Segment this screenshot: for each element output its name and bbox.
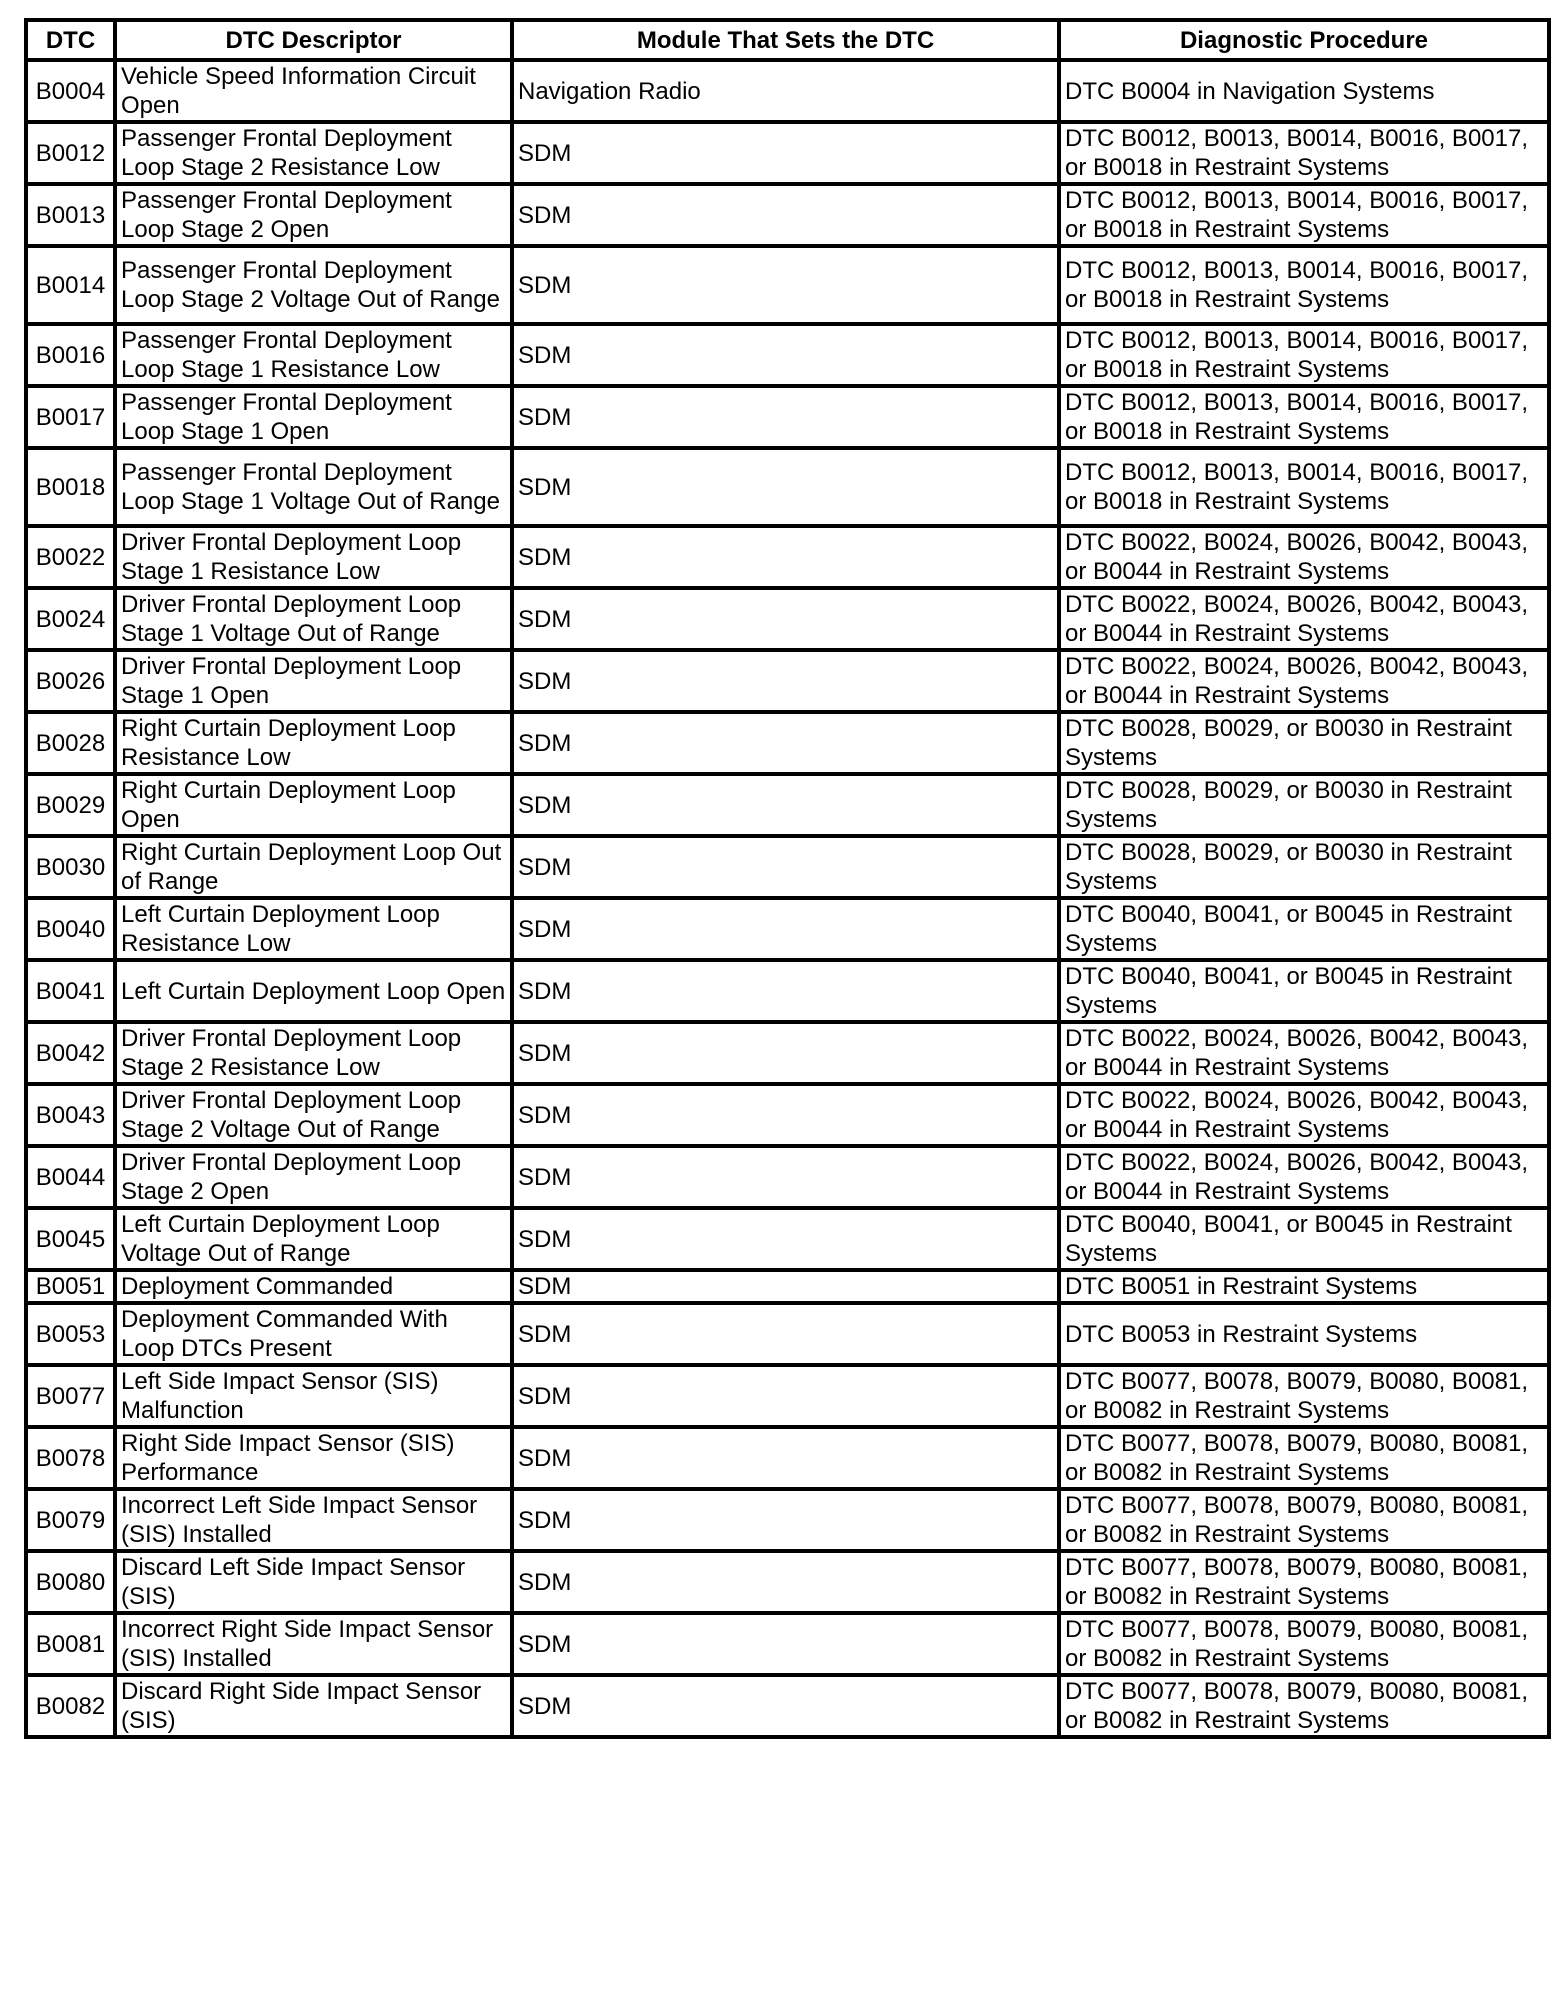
- table-row: [26, 1270, 1549, 1303]
- table-row: [26, 1489, 1549, 1551]
- table-row: [26, 1303, 1549, 1365]
- dtc-code: B0053: [26, 1303, 115, 1365]
- header-dtc: DTC: [26, 20, 115, 60]
- diagnostic-procedure: DTC B0051 in Restraint Systems: [1059, 1270, 1549, 1303]
- dtc-descriptor: Driver Frontal Deployment Loop Stage 1 Voltage Out of Range: [115, 588, 512, 650]
- table-row: [26, 650, 1549, 712]
- dtc-code: B0012: [26, 122, 115, 184]
- diagnostic-procedure: DTC B0012, B0013, B0014, B0016, B0017, or B0018 in Restraint Systems: [1059, 448, 1549, 526]
- dtc-code: B0043: [26, 1084, 115, 1146]
- dtc-descriptor: Passenger Frontal Deployment Loop Stage 2 Open: [115, 184, 512, 246]
- dtc-descriptor: Left Curtain Deployment Loop Voltage Out of Range: [115, 1208, 512, 1270]
- dtc-code: B0044: [26, 1146, 115, 1208]
- diagnostic-procedure: DTC B0012, B0013, B0014, B0016, B0017, or B0018 in Restraint Systems: [1059, 122, 1549, 184]
- diagnostic-procedure: DTC B0004 in Navigation Systems: [1059, 60, 1549, 122]
- module-name: SDM: [512, 1303, 1059, 1365]
- module-name: SDM: [512, 1022, 1059, 1084]
- diagnostic-procedure: DTC B0022, B0024, B0026, B0042, B0043, or B0044 in Restraint Systems: [1059, 526, 1549, 588]
- diagnostic-procedure: DTC B0077, B0078, B0079, B0080, B0081, or B0082 in Restraint Systems: [1059, 1675, 1549, 1737]
- diagnostic-procedure: DTC B0012, B0013, B0014, B0016, B0017, or B0018 in Restraint Systems: [1059, 324, 1549, 386]
- diagnostic-procedure: DTC B0040, B0041, or B0045 in Restraint Systems: [1059, 1208, 1549, 1270]
- dtc-code: B0042: [26, 1022, 115, 1084]
- module-name: SDM: [512, 1551, 1059, 1613]
- table-body: [26, 60, 1549, 1737]
- dtc-descriptor: Incorrect Right Side Impact Sensor (SIS) Installed: [115, 1613, 512, 1675]
- dtc-code: B0024: [26, 588, 115, 650]
- table-row: [26, 526, 1549, 588]
- header-descriptor: DTC Descriptor: [115, 20, 512, 60]
- diagnostic-procedure: DTC B0028, B0029, or B0030 in Restraint Systems: [1059, 836, 1549, 898]
- diagnostic-procedure: DTC B0022, B0024, B0026, B0042, B0043, or B0044 in Restraint Systems: [1059, 588, 1549, 650]
- table-row: [26, 60, 1549, 122]
- table-row: [26, 246, 1549, 324]
- dtc-code: B0028: [26, 712, 115, 774]
- table-row: [26, 386, 1549, 448]
- table-row: [26, 898, 1549, 960]
- dtc-descriptor: Right Curtain Deployment Loop Out of Range: [115, 836, 512, 898]
- module-name: SDM: [512, 960, 1059, 1022]
- dtc-code: B0079: [26, 1489, 115, 1551]
- dtc-descriptor: Discard Left Side Impact Sensor (SIS): [115, 1551, 512, 1613]
- module-name: SDM: [512, 588, 1059, 650]
- diagnostic-procedure: DTC B0077, B0078, B0079, B0080, B0081, or B0082 in Restraint Systems: [1059, 1365, 1549, 1427]
- dtc-descriptor: Deployment Commanded: [115, 1270, 512, 1303]
- table-row: [26, 1427, 1549, 1489]
- diagnostic-procedure: DTC B0012, B0013, B0014, B0016, B0017, or B0018 in Restraint Systems: [1059, 184, 1549, 246]
- dtc-descriptor: Vehicle Speed Information Circuit Open: [115, 60, 512, 122]
- table-row: [26, 1365, 1549, 1427]
- dtc-code: B0081: [26, 1613, 115, 1675]
- dtc-code: B0018: [26, 448, 115, 526]
- table-row: [26, 588, 1549, 650]
- dtc-descriptor: Passenger Frontal Deployment Loop Stage 1 Open: [115, 386, 512, 448]
- module-name: SDM: [512, 774, 1059, 836]
- module-name: SDM: [512, 246, 1059, 324]
- dtc-descriptor: Right Curtain Deployment Loop Resistance Low: [115, 712, 512, 774]
- module-name: SDM: [512, 1208, 1059, 1270]
- module-name: SDM: [512, 1270, 1059, 1303]
- dtc-code: B0041: [26, 960, 115, 1022]
- header-module: Module That Sets the DTC: [512, 20, 1059, 60]
- module-name: SDM: [512, 1489, 1059, 1551]
- dtc-code: B0013: [26, 184, 115, 246]
- diagnostic-procedure: DTC B0022, B0024, B0026, B0042, B0043, or B0044 in Restraint Systems: [1059, 1022, 1549, 1084]
- table-row: [26, 1551, 1549, 1613]
- table-row: [26, 1084, 1549, 1146]
- module-name: SDM: [512, 712, 1059, 774]
- table-row: [26, 1022, 1549, 1084]
- dtc-descriptor: Left Side Impact Sensor (SIS) Malfunction: [115, 1365, 512, 1427]
- module-name: SDM: [512, 1146, 1059, 1208]
- dtc-code: B0016: [26, 324, 115, 386]
- module-name: SDM: [512, 1084, 1059, 1146]
- diagnostic-procedure: DTC B0022, B0024, B0026, B0042, B0043, or B0044 in Restraint Systems: [1059, 650, 1549, 712]
- dtc-descriptor: Driver Frontal Deployment Loop Stage 2 Voltage Out of Range: [115, 1084, 512, 1146]
- dtc-code: B0017: [26, 386, 115, 448]
- module-name: SDM: [512, 1427, 1059, 1489]
- table-row: [26, 448, 1549, 526]
- dtc-code: B0077: [26, 1365, 115, 1427]
- diagnostic-procedure: DTC B0022, B0024, B0026, B0042, B0043, or B0044 in Restraint Systems: [1059, 1084, 1549, 1146]
- table-row: [26, 836, 1549, 898]
- dtc-code: B0022: [26, 526, 115, 588]
- dtc-code: B0040: [26, 898, 115, 960]
- dtc-descriptor: Passenger Frontal Deployment Loop Stage 1 Resistance Low: [115, 324, 512, 386]
- table-row: [26, 960, 1549, 1022]
- table-row: [26, 1613, 1549, 1675]
- table-row: [26, 1146, 1549, 1208]
- diagnostic-procedure: DTC B0077, B0078, B0079, B0080, B0081, or B0082 in Restraint Systems: [1059, 1551, 1549, 1613]
- dtc-descriptor: Passenger Frontal Deployment Loop Stage 1 Voltage Out of Range: [115, 448, 512, 526]
- module-name: Navigation Radio: [512, 60, 1059, 122]
- table-row: [26, 324, 1549, 386]
- dtc-descriptor: Discard Right Side Impact Sensor (SIS): [115, 1675, 512, 1737]
- diagnostic-procedure: DTC B0077, B0078, B0079, B0080, B0081, or B0082 in Restraint Systems: [1059, 1427, 1549, 1489]
- dtc-code: B0080: [26, 1551, 115, 1613]
- dtc-descriptor: Driver Frontal Deployment Loop Stage 1 Open: [115, 650, 512, 712]
- dtc-code: B0030: [26, 836, 115, 898]
- module-name: SDM: [512, 386, 1059, 448]
- dtc-descriptor: Right Curtain Deployment Loop Open: [115, 774, 512, 836]
- module-name: SDM: [512, 1675, 1059, 1737]
- table-row: [26, 184, 1549, 246]
- dtc-descriptor: Deployment Commanded With Loop DTCs Present: [115, 1303, 512, 1365]
- module-name: SDM: [512, 526, 1059, 588]
- module-name: SDM: [512, 122, 1059, 184]
- dtc-code: B0026: [26, 650, 115, 712]
- dtc-descriptor: Left Curtain Deployment Loop Resistance Low: [115, 898, 512, 960]
- diagnostic-procedure: DTC B0077, B0078, B0079, B0080, B0081, or B0082 in Restraint Systems: [1059, 1613, 1549, 1675]
- dtc-code: B0029: [26, 774, 115, 836]
- module-name: SDM: [512, 1365, 1059, 1427]
- dtc-code: B0051: [26, 1270, 115, 1303]
- diagnostic-procedure: DTC B0040, B0041, or B0045 in Restraint Systems: [1059, 898, 1549, 960]
- dtc-descriptor: Driver Frontal Deployment Loop Stage 2 Resistance Low: [115, 1022, 512, 1084]
- dtc-code: B0045: [26, 1208, 115, 1270]
- table-row: [26, 122, 1549, 184]
- module-name: SDM: [512, 448, 1059, 526]
- dtc-table: [24, 18, 1551, 1739]
- table-row: [26, 1208, 1549, 1270]
- diagnostic-procedure: DTC B0012, B0013, B0014, B0016, B0017, or B0018 in Restraint Systems: [1059, 246, 1549, 324]
- dtc-code: B0014: [26, 246, 115, 324]
- dtc-descriptor: Right Side Impact Sensor (SIS) Performance: [115, 1427, 512, 1489]
- header-procedure: Diagnostic Procedure: [1059, 20, 1549, 60]
- module-name: SDM: [512, 184, 1059, 246]
- diagnostic-procedure: DTC B0028, B0029, or B0030 in Restraint Systems: [1059, 774, 1549, 836]
- dtc-code: B0004: [26, 60, 115, 122]
- table-row: [26, 1675, 1549, 1737]
- dtc-descriptor: Driver Frontal Deployment Loop Stage 2 Open: [115, 1146, 512, 1208]
- dtc-descriptor: Passenger Frontal Deployment Loop Stage 2 Voltage Out of Range: [115, 246, 512, 324]
- module-name: SDM: [512, 650, 1059, 712]
- dtc-code: B0078: [26, 1427, 115, 1489]
- diagnostic-procedure: DTC B0022, B0024, B0026, B0042, B0043, or B0044 in Restraint Systems: [1059, 1146, 1549, 1208]
- diagnostic-procedure: DTC B0053 in Restraint Systems: [1059, 1303, 1549, 1365]
- diagnostic-procedure: DTC B0028, B0029, or B0030 in Restraint Systems: [1059, 712, 1549, 774]
- header-row: [26, 20, 1549, 60]
- dtc-descriptor: Incorrect Left Side Impact Sensor (SIS) Installed: [115, 1489, 512, 1551]
- table-row: [26, 712, 1549, 774]
- module-name: SDM: [512, 324, 1059, 386]
- diagnostic-procedure: DTC B0012, B0013, B0014, B0016, B0017, or B0018 in Restraint Systems: [1059, 386, 1549, 448]
- module-name: SDM: [512, 836, 1059, 898]
- dtc-descriptor: Passenger Frontal Deployment Loop Stage 2 Resistance Low: [115, 122, 512, 184]
- table-row: [26, 774, 1549, 836]
- module-name: SDM: [512, 1613, 1059, 1675]
- dtc-descriptor: Left Curtain Deployment Loop Open: [115, 960, 512, 1022]
- diagnostic-procedure: DTC B0040, B0041, or B0045 in Restraint Systems: [1059, 960, 1549, 1022]
- dtc-descriptor: Driver Frontal Deployment Loop Stage 1 Resistance Low: [115, 526, 512, 588]
- diagnostic-procedure: DTC B0077, B0078, B0079, B0080, B0081, or B0082 in Restraint Systems: [1059, 1489, 1549, 1551]
- table-header: [26, 20, 1549, 60]
- dtc-code: B0082: [26, 1675, 115, 1737]
- module-name: SDM: [512, 898, 1059, 960]
